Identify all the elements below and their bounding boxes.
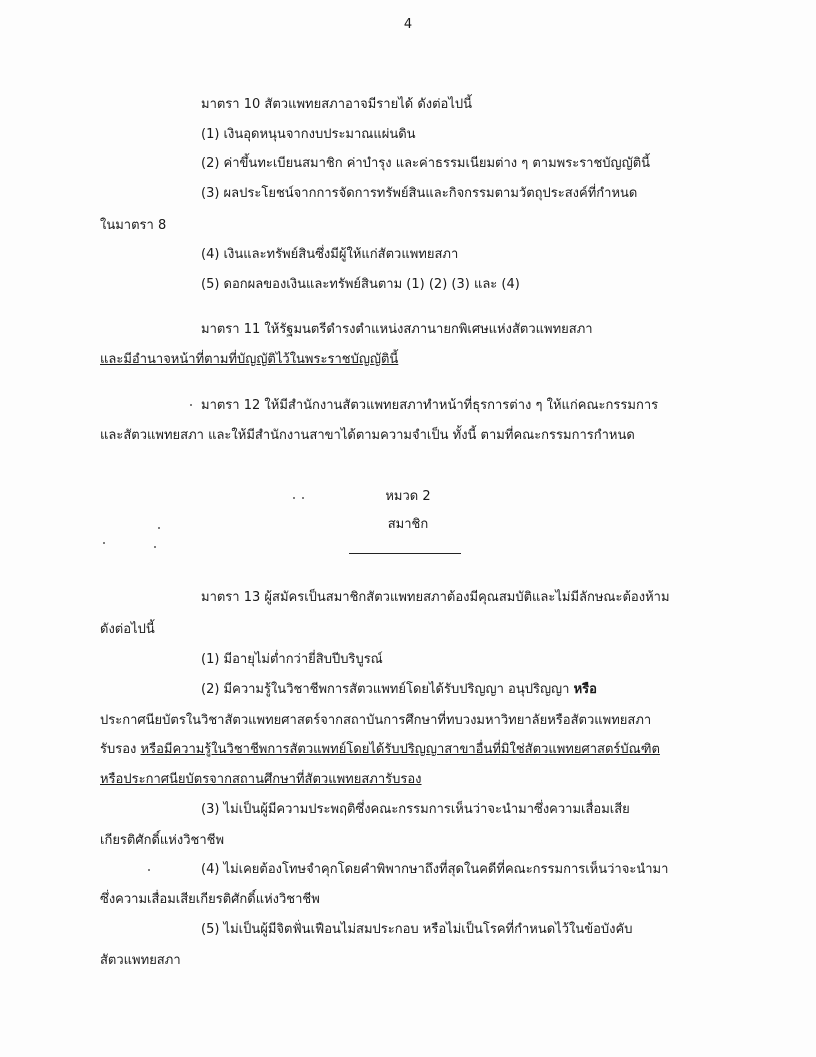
section-13-item-2-line-1: [201, 682, 597, 698]
section-13-item-3-line-2: เกียรติศักดิ์แห่งวิชาชีพ: [100, 833, 225, 848]
scan-speck: [158, 527, 160, 529]
item-2-bold-or: หรือ: [573, 682, 597, 697]
section-10-item-4: (4) เงินและทรัพย์สินซึ่งมีผู้ให้แก่สัตวแพทยสภา: [201, 247, 459, 262]
section-13-item-5-line-1: (5) ไม่เป็นผู้มีจิตฟั่นเฟือนไม่สมประกอบ หรือไม่เป็นโรคที่กำหนดไว้ในข้อบังคับ: [201, 922, 633, 937]
page-number: 4: [403, 17, 413, 32]
chapter-divider: [349, 553, 461, 554]
scan-speck: [148, 869, 150, 871]
scan-speck: [302, 497, 304, 499]
scan-speck: [103, 542, 105, 544]
section-13-item-5-line-2: สัตวแพทยสภา: [100, 953, 181, 968]
section-10-item-3: (3) ผลประโยชน์จากการจัดการทรัพย์สินและกิจกรรมตามวัตถุประสงค์ที่กำหนด: [201, 186, 638, 201]
section-13-item-2-line-2: ประกาศนียบัตรในวิชาสัตวแพทยศาสตร์จากสถาบันการศึกษาที่ทบวงมหาวิทยาลัยหรือสัตวแพทยสภา: [100, 713, 652, 728]
section-11-line-2: และมีอำนาจหน้าที่ตามที่บัญญัติไว้ในพระราชบัญญัตินี้: [100, 352, 399, 367]
section-13-item-4-line-1: (4) ไม่เคยต้องโทษจำคุกโดยคำพิพากษาถึงที่สุดในคดีที่คณะกรรมการเห็นว่าจะนำมา: [201, 862, 669, 877]
section-12-line-2: และสัตวแพทยสภา และให้มีสำนักงานสาขาได้ตามความจำเป็น ทั้งนี้ ตามที่คณะกรรมการกำหนด: [100, 428, 635, 443]
section-11-line-1: มาตรา 11 ให้รัฐมนตรีดำรงตำแหน่งสภานายกพิเศษแห่งสัตวแพทยสภา: [201, 322, 593, 337]
scan-speck: [293, 497, 295, 499]
section-13-line-2: ดังต่อไปนี้: [100, 622, 155, 637]
scan-speck: [190, 404, 192, 406]
item-2-text-plain: รับรอง: [100, 742, 141, 757]
section-13-line-1: มาตรา 13 ผู้สมัครเป็นสมาชิกสัตวแพทยสภาต้องมีคุณสมบัติและไม่มีลักษณะต้องห้าม: [201, 590, 670, 605]
item-2-text: (2) มีความรู้ในวิชาชีพการสัตวแพทย์โดยได้รับปริญญา อนุปริญญา: [201, 682, 574, 697]
section-12-line-1: มาตรา 12 ให้มีสำนักงานสัตวแพทยสภาทำหน้าที่ธุรการต่าง ๆ ให้แก่คณะกรรมการ: [201, 398, 659, 413]
section-10-item-1: (1) เงินอุดหนุนจากงบประมาณแผ่นดิน: [201, 127, 416, 142]
section-10-item-5: (5) ดอกผลของเงินและทรัพย์สินตาม (1) (2) (3) และ (4): [201, 277, 520, 292]
chapter-title: สมาชิก: [387, 517, 429, 532]
section-10-item-3-cont: ในมาตรา 8: [100, 218, 167, 233]
section-13-item-2-line-4: หรือประกาศนียบัตรจากสถานศึกษาที่สัตวแพทยสภารับรอง: [100, 772, 422, 787]
section-10-item-2: (2) ค่าขึ้นทะเบียนสมาชิก ค่าบำรุง และค่าธรรมเนียมต่าง ๆ ตามพระราชบัญญัตินี้: [201, 156, 651, 171]
section-13-item-1: (1) มีอายุไม่ต่ำกว่ายี่สิบปีบริบูรณ์: [201, 652, 383, 667]
item-2-text-underlined: หรือมีความรู้ในวิชาชีพการสัตวแพทย์โดยได้รับปริญญาสาขาอื่นที่มิใช่สัตวแพทยศาสตร์บัณฑิต: [140, 742, 660, 757]
section-13-item-4-line-2: ซึ่งความเสื่อมเสียเกียรติศักดิ์แห่งวิชาชีพ: [100, 892, 320, 907]
section-13-item-2-line-3: [100, 742, 660, 758]
section-13-item-3-line-1: (3) ไม่เป็นผู้มีความประพฤติซึ่งคณะกรรมการเห็นว่าจะนำมาซึ่งความเสื่อมเสีย: [201, 802, 630, 817]
scan-speck: [154, 546, 156, 548]
section-10-heading: มาตรา 10 สัตวแพทยสภาอาจมีรายได้ ดังต่อไปนี้: [201, 97, 473, 112]
chapter-number: หมวด 2: [385, 489, 431, 504]
